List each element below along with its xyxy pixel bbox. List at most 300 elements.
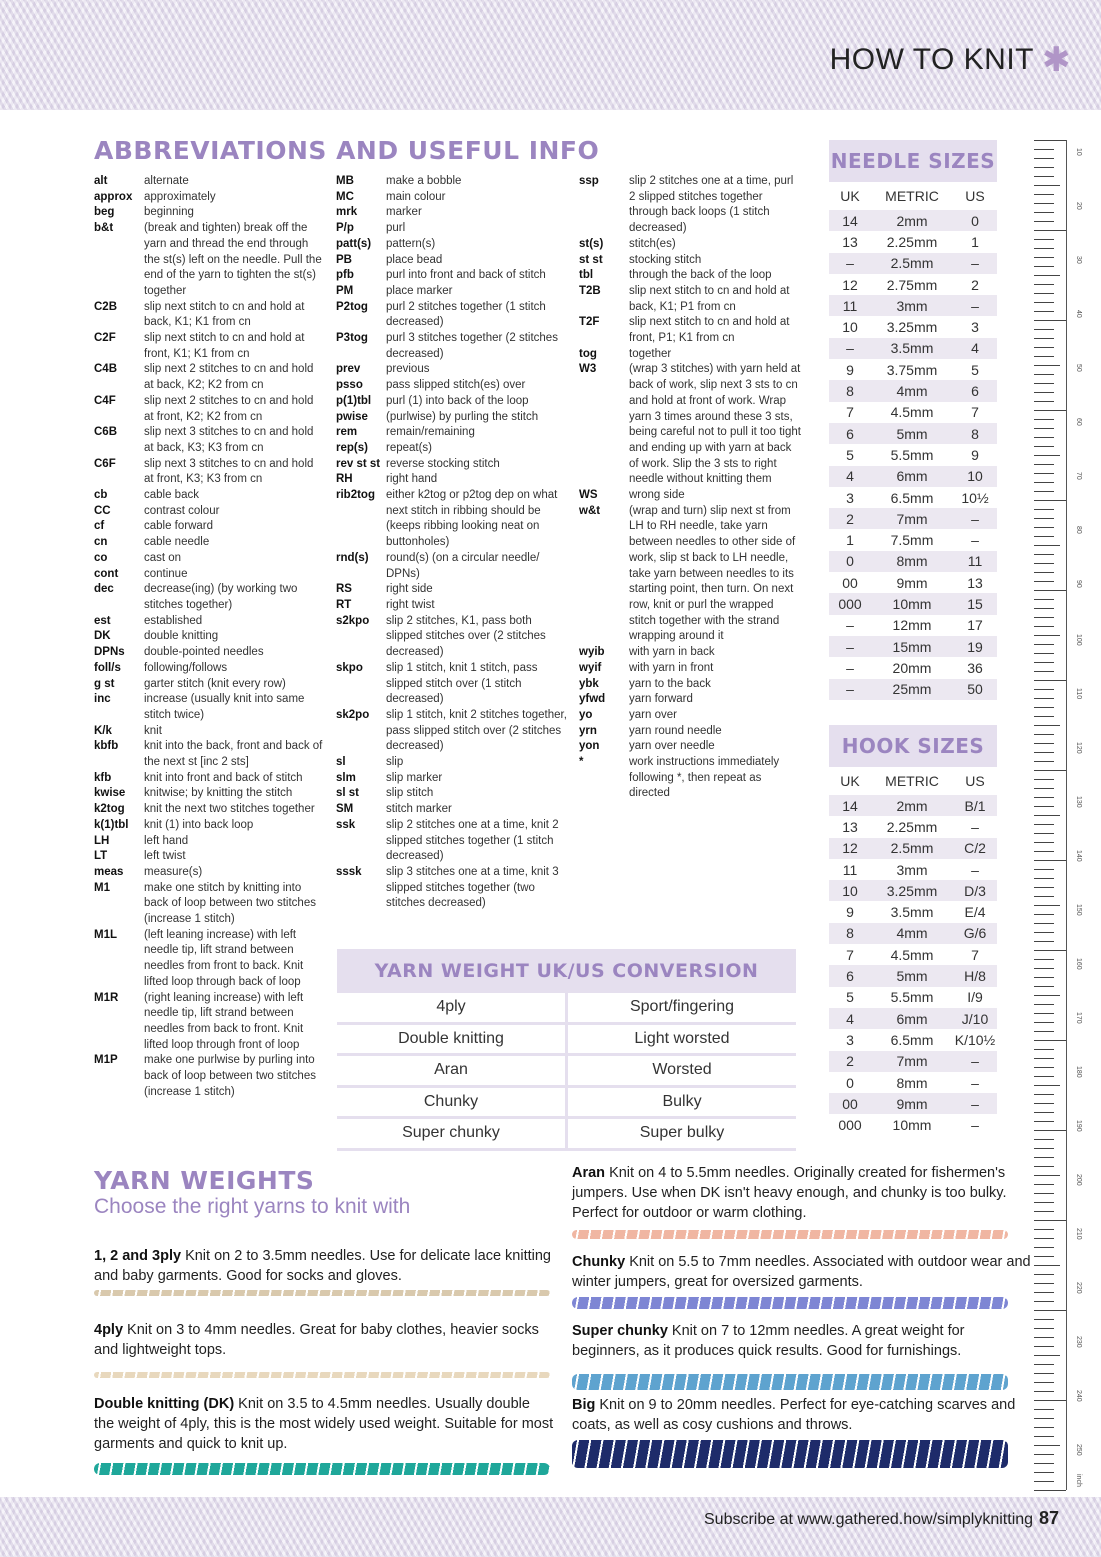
size-us: – [971, 861, 979, 878]
size-metric: 5.5mm [890, 446, 934, 463]
ruler-tick [1034, 905, 1060, 906]
size-us: 5 [971, 361, 979, 378]
yarn-weight-name: Aran [572, 1165, 606, 1181]
size-us: K/10½ [954, 1031, 996, 1048]
abbreviation-term: rem [336, 426, 358, 439]
abbreviation-row [94, 661, 326, 677]
abbreviation-definition: main colour [386, 190, 446, 203]
us-weight: Super bulky [568, 1119, 796, 1151]
ruler-tick [1034, 1076, 1054, 1077]
abbreviation-term: C4B [94, 363, 118, 376]
size-row [829, 295, 997, 316]
uk-weight: 4ply [337, 993, 568, 1025]
size-row [829, 1072, 997, 1093]
abbreviation-term: sl [336, 756, 346, 769]
size-uk: 4 [846, 1010, 854, 1027]
size-row [829, 380, 997, 401]
ruler-tick [1034, 257, 1054, 258]
ruler-tick [1034, 941, 1054, 942]
ruler-tick [1034, 1328, 1054, 1329]
size-row [829, 901, 997, 922]
abbreviation-row [579, 315, 801, 346]
ruler-tick [1034, 266, 1054, 267]
abbreviation-row [336, 253, 568, 269]
size-row [829, 466, 997, 487]
abbreviation-row [94, 677, 326, 693]
ruler-tick [1034, 770, 1066, 771]
size-row [829, 1029, 997, 1050]
abbreviation-term: M1L [94, 928, 117, 941]
abbreviation-definition: slip 2 stitches one at a time, purl 2 slipped stitches together through back loops (1 stitch decreased) [629, 175, 794, 235]
yarn-weight-name: Chunky [572, 1254, 626, 1270]
size-uk: 00 [842, 574, 858, 591]
ruler-tick [1034, 1175, 1060, 1176]
abbreviation-term: sk2po [336, 708, 370, 721]
hook-sizes-rows [829, 795, 997, 1136]
abbreviation-definition: slip next 2 stitches to cn and hold at front, K2; K2 from cn [144, 394, 314, 423]
size-metric: 2.25mm [886, 818, 938, 835]
abbreviation-row [336, 300, 568, 331]
abbreviation-term: st(s) [579, 237, 604, 250]
needle-sizes-table [829, 140, 997, 700]
ruler-tick [1034, 374, 1054, 375]
size-row [829, 679, 997, 700]
ruler-tick [1034, 1130, 1066, 1131]
size-row [829, 636, 997, 657]
ruler-tick [1034, 401, 1054, 402]
ruler-tick [1034, 1229, 1054, 1230]
abbreviation-definition: together [629, 347, 672, 360]
ruler-tick [1034, 221, 1054, 222]
ruler-tick [1034, 428, 1054, 429]
yarn-strand-image [572, 1297, 1008, 1309]
ruler-tick [1034, 410, 1066, 411]
abbreviation-row [94, 786, 326, 802]
abbreviation-row [336, 284, 568, 300]
size-metric: 9mm [896, 574, 928, 591]
abbreviation-definition: double-pointed needles [144, 646, 264, 659]
ruler-tick [1034, 1400, 1066, 1401]
abbreviation-row [336, 708, 568, 755]
abbreviation-term: rnd(s) [336, 551, 369, 564]
ruler-tick [1034, 779, 1054, 780]
abbreviation-row [94, 629, 326, 645]
abbreviation-definition: increase (usually knit into same stitch twice) [144, 693, 305, 721]
abbreviation-term: ybk [579, 677, 599, 690]
size-uk: – [846, 340, 854, 357]
uk-weight: Aran [337, 1056, 568, 1088]
ruler-tick [1034, 1310, 1066, 1311]
abbreviation-definition: slip [386, 756, 404, 769]
abbreviation-definition: slip next 2 stitches to cn and hold at back, K2; K2 from cn [144, 363, 314, 392]
header-metric: METRIC [885, 187, 939, 204]
size-metric: 3mm [896, 297, 928, 314]
abbreviation-term: M1R [94, 991, 119, 1004]
abbreviation-row [336, 457, 568, 473]
size-row [829, 359, 997, 380]
yarn-weight-item [572, 1321, 1032, 1361]
size-metric: 8mm [896, 553, 928, 570]
abbreviation-term: C2B [94, 300, 118, 313]
abbreviation-definition: slip 3 stitches one at a time, knit 3 slipped stitches together (two stitches decreased) [386, 865, 559, 910]
ruler-tick [1034, 356, 1054, 357]
abbreviation-definition: pass slipped stitch(es) over [386, 379, 526, 392]
abbreviation-term: cont [94, 567, 119, 580]
abbreviation-term: pwise [336, 410, 368, 423]
abbreviation-term: P2tog [336, 300, 368, 313]
abbreviation-term: foll/s [94, 661, 121, 674]
abbreviation-definition: yarn over needle [629, 740, 715, 753]
ruler-tick [1034, 797, 1054, 798]
abbreviation-row [94, 535, 326, 551]
abbreviation-definition: either k2tog or p2tog dep on what next stitch in ribbing should be (keeps ribbing looking neat on buttonholes) [386, 489, 558, 549]
ruler-tick [1034, 644, 1054, 645]
size-uk: 1 [846, 532, 854, 549]
size-row [829, 1114, 997, 1135]
abbreviation-definition: with yarn in back [629, 646, 715, 659]
ruler-tick [1034, 662, 1054, 663]
size-us: 15 [967, 595, 983, 612]
ruler-tick [1034, 626, 1054, 627]
ruler-tick [1034, 311, 1054, 312]
size-metric: 5mm [896, 425, 928, 442]
size-us: 11 [967, 553, 983, 570]
ruler-tick [1034, 338, 1054, 339]
size-us: – [971, 1095, 979, 1112]
header-us: US [965, 187, 985, 204]
abbreviation-row [336, 205, 568, 221]
ruler-tick [1034, 464, 1054, 465]
size-uk: 14 [842, 797, 858, 814]
abbreviation-term: cn [94, 536, 108, 549]
abbreviation-row [579, 284, 801, 315]
abbreviation-term: k2tog [94, 803, 125, 816]
abbreviation-row [94, 1053, 326, 1100]
size-metric: 2.25mm [886, 233, 938, 250]
abbreviation-term: meas [94, 865, 124, 878]
yarn-weights-title: YARN WEIGHTS [94, 1166, 315, 1195]
ruler-tick [1034, 1202, 1054, 1203]
size-metric: 4.5mm [890, 404, 934, 421]
abbreviation-row [579, 692, 801, 708]
size-us: H/8 [964, 968, 986, 985]
abbreviation-term: patt(s) [336, 237, 372, 250]
size-uk: – [846, 255, 854, 272]
abbreviation-row [94, 645, 326, 661]
abbreviation-definition: following/follows [144, 661, 228, 674]
ruler-tick [1034, 761, 1054, 762]
size-uk: 2 [846, 510, 854, 527]
ruler-tick [1034, 1157, 1054, 1158]
ruler-tick [1034, 1256, 1054, 1257]
abbreviation-definition: slip next stitch to cn and hold at back, K1; K1 from cn [144, 300, 305, 329]
abbreviation-row [94, 692, 326, 723]
ruler-tick [1034, 1373, 1054, 1374]
abbreviation-row [94, 425, 326, 456]
abbreviation-definition: yarn over [629, 708, 677, 721]
size-uk: 13 [842, 233, 858, 250]
abbreviation-row [94, 928, 326, 991]
abbreviation-row [579, 174, 801, 237]
abbreviation-term: slm [336, 771, 356, 784]
abbreviation-term: kwise [94, 787, 126, 800]
header-us: US [965, 772, 985, 789]
abbreviation-row [579, 237, 801, 253]
abbreviation-row [94, 221, 326, 300]
page-number: 87 [1039, 1508, 1060, 1528]
size-us: J/10 [961, 1010, 989, 1027]
size-row [829, 987, 997, 1008]
abbreviation-term: cb [94, 489, 108, 502]
abbreviation-definition: place bead [386, 253, 443, 266]
yarn-strand-image [572, 1440, 1008, 1468]
size-us: – [971, 532, 979, 549]
ruler-tick [1034, 1067, 1054, 1068]
yarn-weight-description: Knit on 5.5 to 7mm needles. Associated with outdoor wear and winter jumpers, great for oversized garments. [572, 1254, 1031, 1290]
ruler-tick [1034, 1022, 1054, 1023]
ruler-tick [1034, 608, 1054, 609]
ruler-tick [1034, 1454, 1054, 1455]
abbreviation-definition: contrast colour [144, 504, 220, 517]
abbreviation-term: b&t [94, 222, 114, 235]
ruler-label: 100 [1075, 634, 1082, 646]
ruler-tick [1034, 932, 1054, 933]
abbreviation-term: M1P [94, 1054, 118, 1067]
ruler-tick [1034, 491, 1054, 492]
ruler-tick [1034, 158, 1054, 159]
abbreviation-row [579, 488, 801, 504]
ruler-tick [1034, 635, 1060, 636]
abbreviation-row [94, 865, 326, 881]
size-uk: 8 [846, 925, 854, 942]
abbreviation-term: RT [336, 598, 352, 611]
ruler-tick [1034, 1427, 1054, 1428]
abbreviation-definition: garter stitch (knit every row) [144, 677, 286, 690]
abbreviation-term: ssp [579, 175, 599, 187]
abbreviation-row [336, 268, 568, 284]
needle-sizes-rows [829, 210, 997, 700]
ruler-tick [1034, 581, 1054, 582]
size-us: – [971, 1117, 979, 1134]
abbreviation-term: cf [94, 520, 105, 533]
size-row [829, 444, 997, 465]
size-row [829, 402, 997, 423]
abbreviation-row [336, 661, 568, 708]
hook-sizes-title: HOOK SIZES [829, 725, 997, 767]
ruler-label: 10 [1075, 148, 1082, 156]
uk-weight: Double knitting [337, 1025, 568, 1057]
ruler-label: 90 [1075, 580, 1082, 588]
abbreviation-definition: purl into front and back of stitch [386, 269, 546, 282]
abbreviation-row [336, 818, 568, 865]
size-uk: 11 [842, 297, 858, 314]
yarn-weight-item [94, 1246, 554, 1286]
size-uk: 9 [846, 904, 854, 921]
header-title-text: HOW TO KNIT [829, 43, 1034, 76]
abbreviation-definition: wrong side [629, 489, 685, 502]
abbreviation-row [94, 849, 326, 865]
size-metric: 2.75mm [886, 276, 938, 293]
size-metric: 3.75mm [886, 361, 938, 378]
abbreviation-term: mrk [336, 206, 358, 219]
ruler-label: 130 [1075, 796, 1082, 808]
abbreviation-term: approx [94, 190, 133, 203]
abbreviation-term: LT [94, 850, 108, 863]
size-metric: 10mm [892, 1117, 932, 1134]
needle-sizes-header [829, 182, 997, 210]
abbreviation-term: psso [336, 379, 363, 392]
abbreviation-row [336, 802, 568, 818]
ruler-tick [1034, 248, 1054, 249]
ruler-tick [1034, 923, 1054, 924]
ruler-tick [1034, 1094, 1054, 1095]
abbreviation-row [336, 362, 568, 378]
abbreviation-term: * [579, 756, 584, 769]
ruler-label: 30 [1075, 256, 1082, 264]
size-row [829, 944, 997, 965]
ruler-tick [1034, 284, 1054, 285]
size-us: 36 [967, 659, 983, 676]
size-row [829, 423, 997, 444]
ruler-tick [1034, 707, 1054, 708]
conversion-row [337, 1088, 796, 1120]
abbreviation-term: yon [579, 740, 600, 753]
abbreviation-row [579, 661, 801, 677]
ruler-tick [1034, 716, 1054, 717]
abbreviation-row [94, 300, 326, 331]
abbreviation-term: s2kpo [336, 614, 370, 627]
ruler-tick [1034, 320, 1066, 321]
abbreviation-definition: slip next stitch to cn and hold at front, K1; K1 from cn [144, 332, 305, 360]
ruler-tick [1034, 1103, 1054, 1104]
size-row [829, 253, 997, 274]
ruler-tick [1034, 518, 1054, 519]
abbreviation-definition: measure(s) [144, 865, 203, 878]
size-metric: 3.25mm [886, 882, 938, 899]
size-us: 50 [967, 681, 983, 698]
ruler-tick [1034, 1247, 1054, 1248]
abbreviation-definition: (right leaning increase) with left needle tip, lift strand between needles from back to front. Knit lifted loop through front of loop [144, 991, 304, 1051]
abbreviation-definition: knit into front and back of stitch [144, 771, 303, 784]
yarn-conversion-title: YARN WEIGHT UK/US CONVERSION [337, 949, 796, 993]
abbreviation-term: MC [336, 190, 354, 203]
size-row [829, 231, 997, 252]
abbreviation-row [336, 582, 568, 598]
abbreviation-term: K/k [94, 724, 112, 737]
ruler-tick [1034, 1238, 1054, 1239]
ruler-tick [1034, 1391, 1054, 1392]
abbreviation-term: C6F [94, 457, 116, 470]
abbreviation-term: T2B [579, 284, 601, 297]
yarn-weight-name: Big [572, 1397, 596, 1413]
abbreviation-term: co [94, 551, 108, 564]
abbreviation-definition: purl 3 stitches together (2 stitches decreased) [386, 332, 558, 360]
size-us: 13 [967, 574, 983, 591]
abbreviation-definition: double knitting [144, 630, 219, 643]
ruler-label: 150 [1075, 904, 1082, 916]
ruler-label: 190 [1075, 1120, 1082, 1132]
size-us: 0 [971, 212, 979, 229]
size-uk: 11 [842, 861, 858, 878]
ruler-tick [1034, 977, 1054, 978]
size-row [829, 551, 997, 572]
size-uk: 8 [846, 383, 854, 400]
size-us: 1 [971, 233, 979, 250]
yarn-weight-description: Knit on 3.5 to 4.5mm needles. Usually double the weight of 4ply, this is the most widely used weight. Suitable for most garments and quick to knit up. [94, 1396, 554, 1452]
abbreviation-term: wyib [579, 646, 605, 659]
size-uk: 2 [846, 1053, 854, 1070]
abbreviation-term: PM [336, 284, 354, 297]
abbreviation-term: beg [94, 206, 115, 219]
abbreviation-row [94, 362, 326, 393]
size-metric: 4mm [896, 925, 928, 942]
size-metric: 15mm [892, 638, 932, 655]
ruler-label: 70 [1075, 472, 1082, 480]
section-header [830, 40, 1071, 80]
size-row [829, 923, 997, 944]
yarn-weight-description: Knit on 2 to 3.5mm needles. Use for delicate lace knitting and baby garments. Good for socks and gloves. [94, 1248, 551, 1284]
size-row [829, 965, 997, 986]
ruler-tick [1034, 185, 1060, 186]
abbreviation-definition: left hand [144, 834, 189, 847]
abbreviation-definition: make one purlwise by purling into back of loop between two stitches (increase 1 stitch) [144, 1054, 316, 1098]
abbreviation-term: tog [579, 347, 597, 360]
size-uk: 4 [846, 468, 854, 485]
size-us: 7 [971, 404, 979, 421]
size-uk: 12 [842, 276, 858, 293]
abbreviation-row [94, 174, 326, 190]
abbreviation-term: LH [94, 834, 110, 847]
ruler-tick [1034, 986, 1054, 987]
yarn-strand-image [94, 1290, 550, 1296]
ruler-tick [1034, 1013, 1054, 1014]
ruler-tick [1034, 482, 1054, 483]
ruler-tick [1034, 230, 1066, 231]
ruler-label: 140 [1075, 850, 1082, 862]
abbreviation-row [336, 786, 568, 802]
size-uk: – [846, 617, 854, 634]
abbreviation-row [336, 488, 568, 551]
abbreviation-definition: (left leaning increase) with left needle tip, lift strand between needles from front to back. Knit lifted loop through back of loop [144, 928, 304, 988]
size-uk: 3 [846, 1031, 854, 1048]
size-us: I/9 [967, 989, 983, 1006]
yarn-weight-name: Double knitting (DK) [94, 1396, 235, 1412]
size-metric: 3.5mm [890, 904, 934, 921]
ruler-tick [1034, 1283, 1054, 1284]
abbreviation-term: P/p [336, 222, 354, 235]
yarn-weights-subtitle: Choose the right yarns to knit with [94, 1195, 411, 1218]
size-metric: 20mm [892, 659, 932, 676]
abbreviation-row [336, 221, 568, 237]
ruler-tick [1034, 572, 1054, 573]
size-metric: 7mm [896, 510, 928, 527]
abbreviation-definition: (wrap 3 stitches) with yarn held at back of work, slip next 3 sts to cn and hold at front of work. Wrap yarn 3 times around these 3 sts, being careful not to pull it too tight and ending up with yarn at back of work. Slip the 3 sts to right needle without knitting them [629, 363, 801, 486]
abbreviation-definition: purl 2 stitches together (1 stitch decreased) [386, 300, 546, 329]
abbreviation-term: dec [94, 583, 114, 596]
abbreviation-definition: slip next stitch to cn and hold at back, K1; P1 from cn [629, 284, 790, 313]
abbreviation-definition: beginning [144, 206, 194, 219]
size-row [829, 572, 997, 593]
header-uk: UK [840, 772, 860, 789]
abbreviation-term: sssk [336, 865, 362, 878]
ruler-label: 200 [1075, 1174, 1082, 1186]
size-row [829, 816, 997, 837]
abbreviation-definition: knit into the back, front and back of the next st [inc 2 sts] [144, 740, 323, 769]
ruler-tick [1034, 824, 1054, 825]
hook-sizes-header [829, 767, 997, 795]
abbreviation-row [94, 519, 326, 535]
ruler-tick [1034, 752, 1054, 753]
